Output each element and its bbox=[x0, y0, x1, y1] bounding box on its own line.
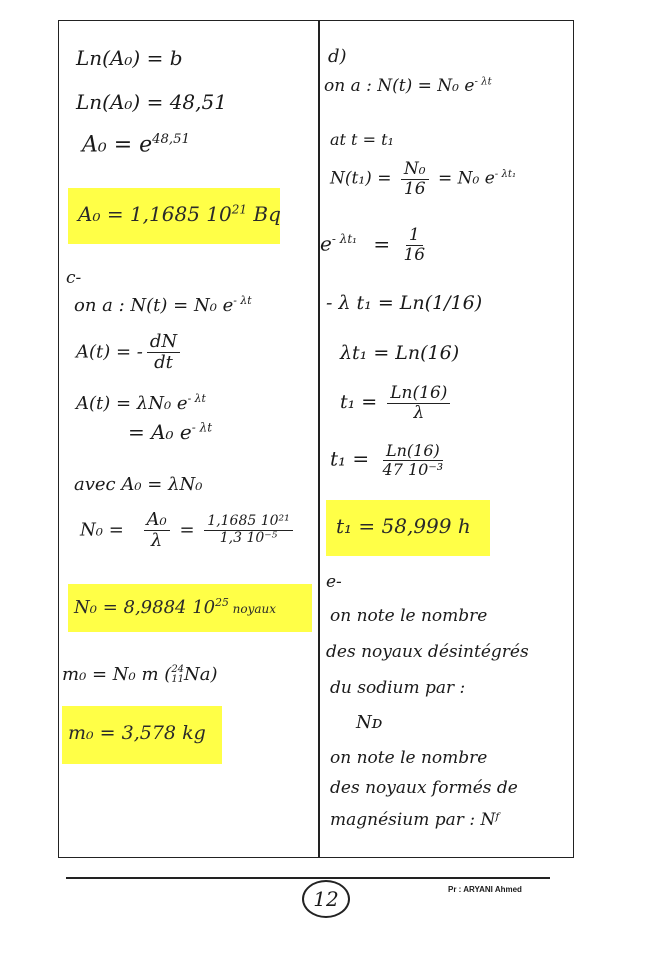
eq-exp-ratio: $e^{- \lambda t_1}$ = $\frac{1}{16}$ bbox=[320, 225, 426, 265]
text-e1: on note le nombre bbox=[330, 606, 488, 626]
author-credit: Pr : ARYANI Ahmed bbox=[448, 885, 522, 894]
result-m0: m₀ = 3,578 kg bbox=[68, 722, 206, 744]
footer-rule bbox=[66, 877, 550, 879]
text-e5: on note le nombre bbox=[330, 748, 488, 768]
column-divider bbox=[318, 20, 320, 858]
eq-a0-exp: $A_0 = e^{48,51}$ bbox=[82, 132, 190, 158]
section-c-label: c- bbox=[66, 268, 82, 288]
eq-ln-ratio: - λ t₁ = Ln(1/16) bbox=[326, 292, 483, 314]
text-e6: des noyaux formés de bbox=[330, 778, 518, 798]
text-e4: Nᴅ bbox=[356, 712, 383, 733]
eq-activity-a0: = A₀ $e^{- \lambda t}$ bbox=[128, 420, 213, 444]
eq-lambda-t1: λt₁ = Ln(16) bbox=[340, 342, 460, 364]
eq-n0-fraction: N₀ = $\frac{\text{A₀}}{\lambda}$ = $\frac{\text{1,1685 10²¹}}{\text{1,3 10⁻⁵}}$ bbox=[80, 510, 297, 551]
eq-n-of-t: on a : N(t) = N₀ $e^{- \lambda t}$ bbox=[74, 294, 252, 316]
result-a0: A₀ = 1,1685 $10^{21}$ Bq bbox=[78, 202, 281, 226]
eq-t1-fraction: t₁ = $\frac{Ln(16)}{\lambda}$ bbox=[340, 384, 454, 422]
page-number: 12 bbox=[302, 880, 350, 918]
eq-activity-lambda: A(t) = λN₀ $e^{- \lambda t}$ bbox=[76, 392, 206, 414]
result-t1: t₁ = 58,999 h bbox=[336, 514, 471, 538]
at-t1-label: at t = t₁ bbox=[330, 130, 394, 149]
eq-ln-a0-b: Ln(A₀) = b bbox=[76, 46, 183, 70]
text-e7: magnésium par : Nᶠ bbox=[330, 810, 500, 830]
eq-avec-a0: avec A₀ = λN₀ bbox=[74, 474, 203, 495]
eq-n-t1: N(t₁) = $\frac{\text{N₀}}{16}$ = N₀ $e^{- \lambda t_1}$ bbox=[330, 159, 517, 199]
eq-right-n-of-t: on a : N(t) = N₀ $e^{- \lambda t}$ bbox=[324, 76, 492, 96]
section-e-label: e- bbox=[326, 572, 342, 592]
eq-mass-m0: m₀ = N₀ m ( 24 11 Na) bbox=[62, 664, 218, 685]
section-d-label: d) bbox=[328, 46, 347, 67]
eq-ln-a0-value: Ln(A₀) = 48,51 bbox=[76, 90, 227, 114]
eq-t1-numeric: t₁ = $\frac{Ln(16)}{\text{47 10⁻³}}$ bbox=[330, 441, 444, 479]
text-e3: du sodium par : bbox=[330, 678, 466, 698]
eq-activity-def: A(t) = - $\frac{dN}{dt}$ bbox=[76, 332, 184, 373]
text-e2: des noyaux désintégrés bbox=[326, 642, 529, 662]
result-n0: N₀ = 8,9884 $10^{25}$ noyaux bbox=[74, 596, 277, 618]
